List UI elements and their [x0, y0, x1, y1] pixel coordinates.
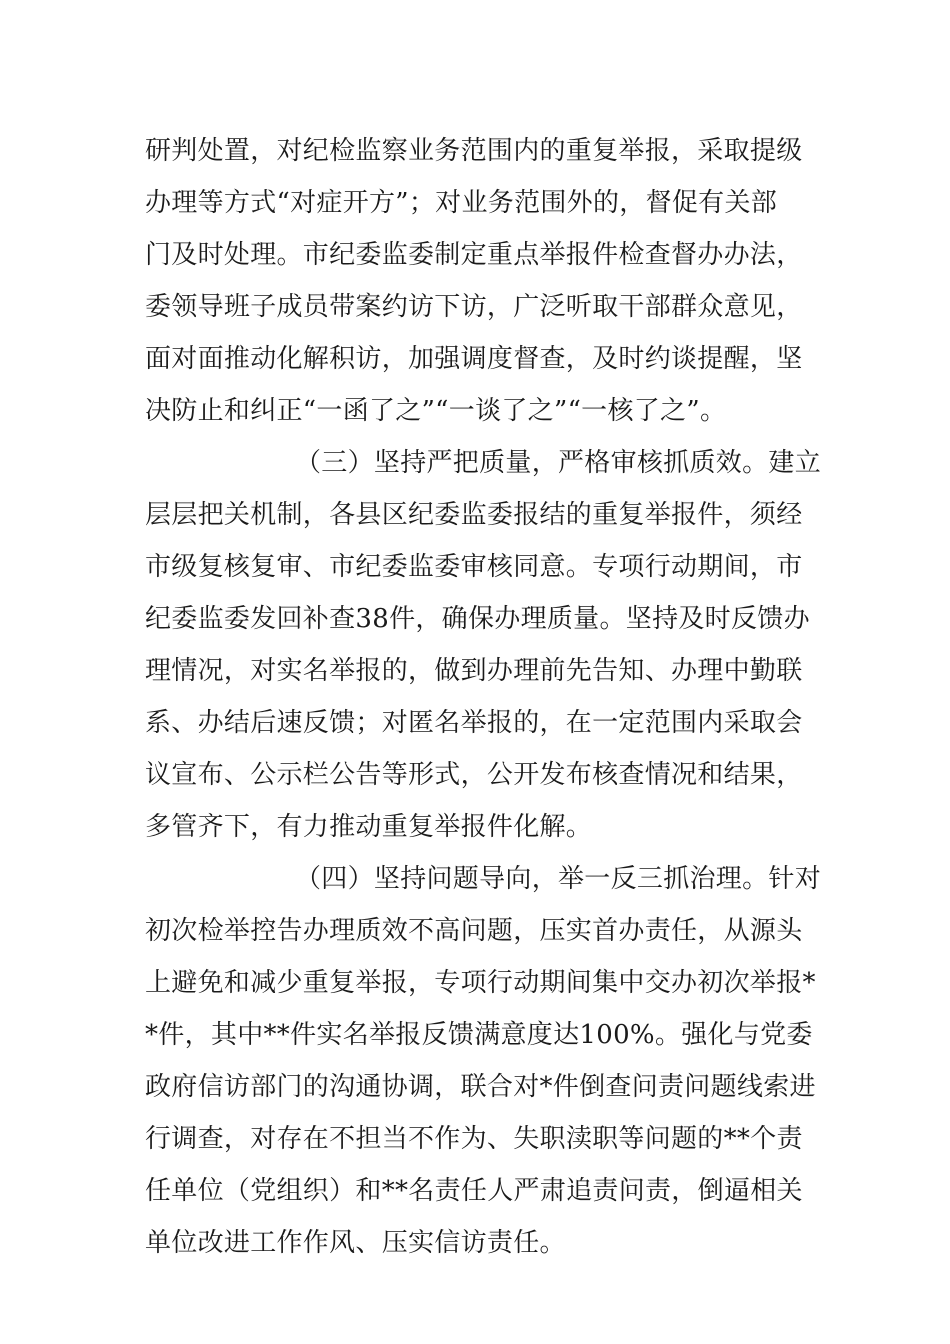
text-line: 层层把关机制，各县区纪委监委报结的重复举报件，须经 [145, 500, 803, 530]
section-heading-line: （四）坚持问题导向，举一反三抓治理。针对 [295, 864, 822, 894]
text-line: 初次检举控告办理质效不高问题，压实首办责任，从源头 [145, 916, 803, 946]
paragraph-continuation [145, 125, 810, 437]
text-line: 办理等方式“对症开方”；对业务范围外的，督促有关部 [145, 188, 778, 218]
text-line: 议宣布、公示栏公告等形式，公开发布核查情况和结果， [145, 760, 803, 790]
text-line: 系、办结后速反馈；对匿名举报的，在一定范围内采取会 [145, 708, 803, 738]
text-line: 任单位（党组织）和**名责任人严肃追责问责，倒逼相关 [145, 1176, 803, 1206]
text-line: 单位改进工作作风、压实信访责任。 [145, 1228, 566, 1258]
text-line: *件，其中**件实名举报反馈满意度达100%。强化与党委 [145, 1020, 813, 1050]
text-line: 市级复核复审、市纪委监委审核同意。专项行动期间，市 [145, 552, 803, 582]
text-line: 纪委监委发回补查38件，确保办理质量。坚持及时反馈办 [145, 604, 810, 634]
text-line: 面对面推动化解积访，加强调度督查，及时约谈提醒，坚 [145, 344, 803, 374]
text-line: 委领导班子成员带案约访下访，广泛听取干部群众意见， [145, 292, 803, 322]
paragraph-section-four [145, 853, 822, 1269]
text-line: 门及时处理。市纪委监委制定重点举报件检查督办办法， [145, 240, 803, 270]
section-heading-line: （三）坚持严把质量，严格审核抓质效。建立 [295, 448, 822, 478]
text-line: 行调查，对存在不担当不作为、失职渎职等问题的**个责 [145, 1124, 803, 1154]
text-line: 政府信访部门的沟通协调，联合对*件倒查问责问题线索进 [145, 1072, 816, 1102]
text-line: 多管齐下，有力推动重复举报件化解。 [145, 812, 593, 842]
paragraph-section-three [145, 437, 822, 853]
text-line: 上避免和减少重复举报，专项行动期间集中交办初次举报* [145, 968, 816, 998]
text-line: 研判处置，对纪检监察业务范围内的重复举报，采取提级 [145, 136, 803, 166]
text-line: 理情况，对实名举报的，做到办理前先告知、办理中勤联 [145, 656, 803, 686]
text-line: 决防止和纠正“一函了之”“一谈了之”“一核了之”。 [145, 396, 727, 426]
document-body [145, 125, 822, 1269]
